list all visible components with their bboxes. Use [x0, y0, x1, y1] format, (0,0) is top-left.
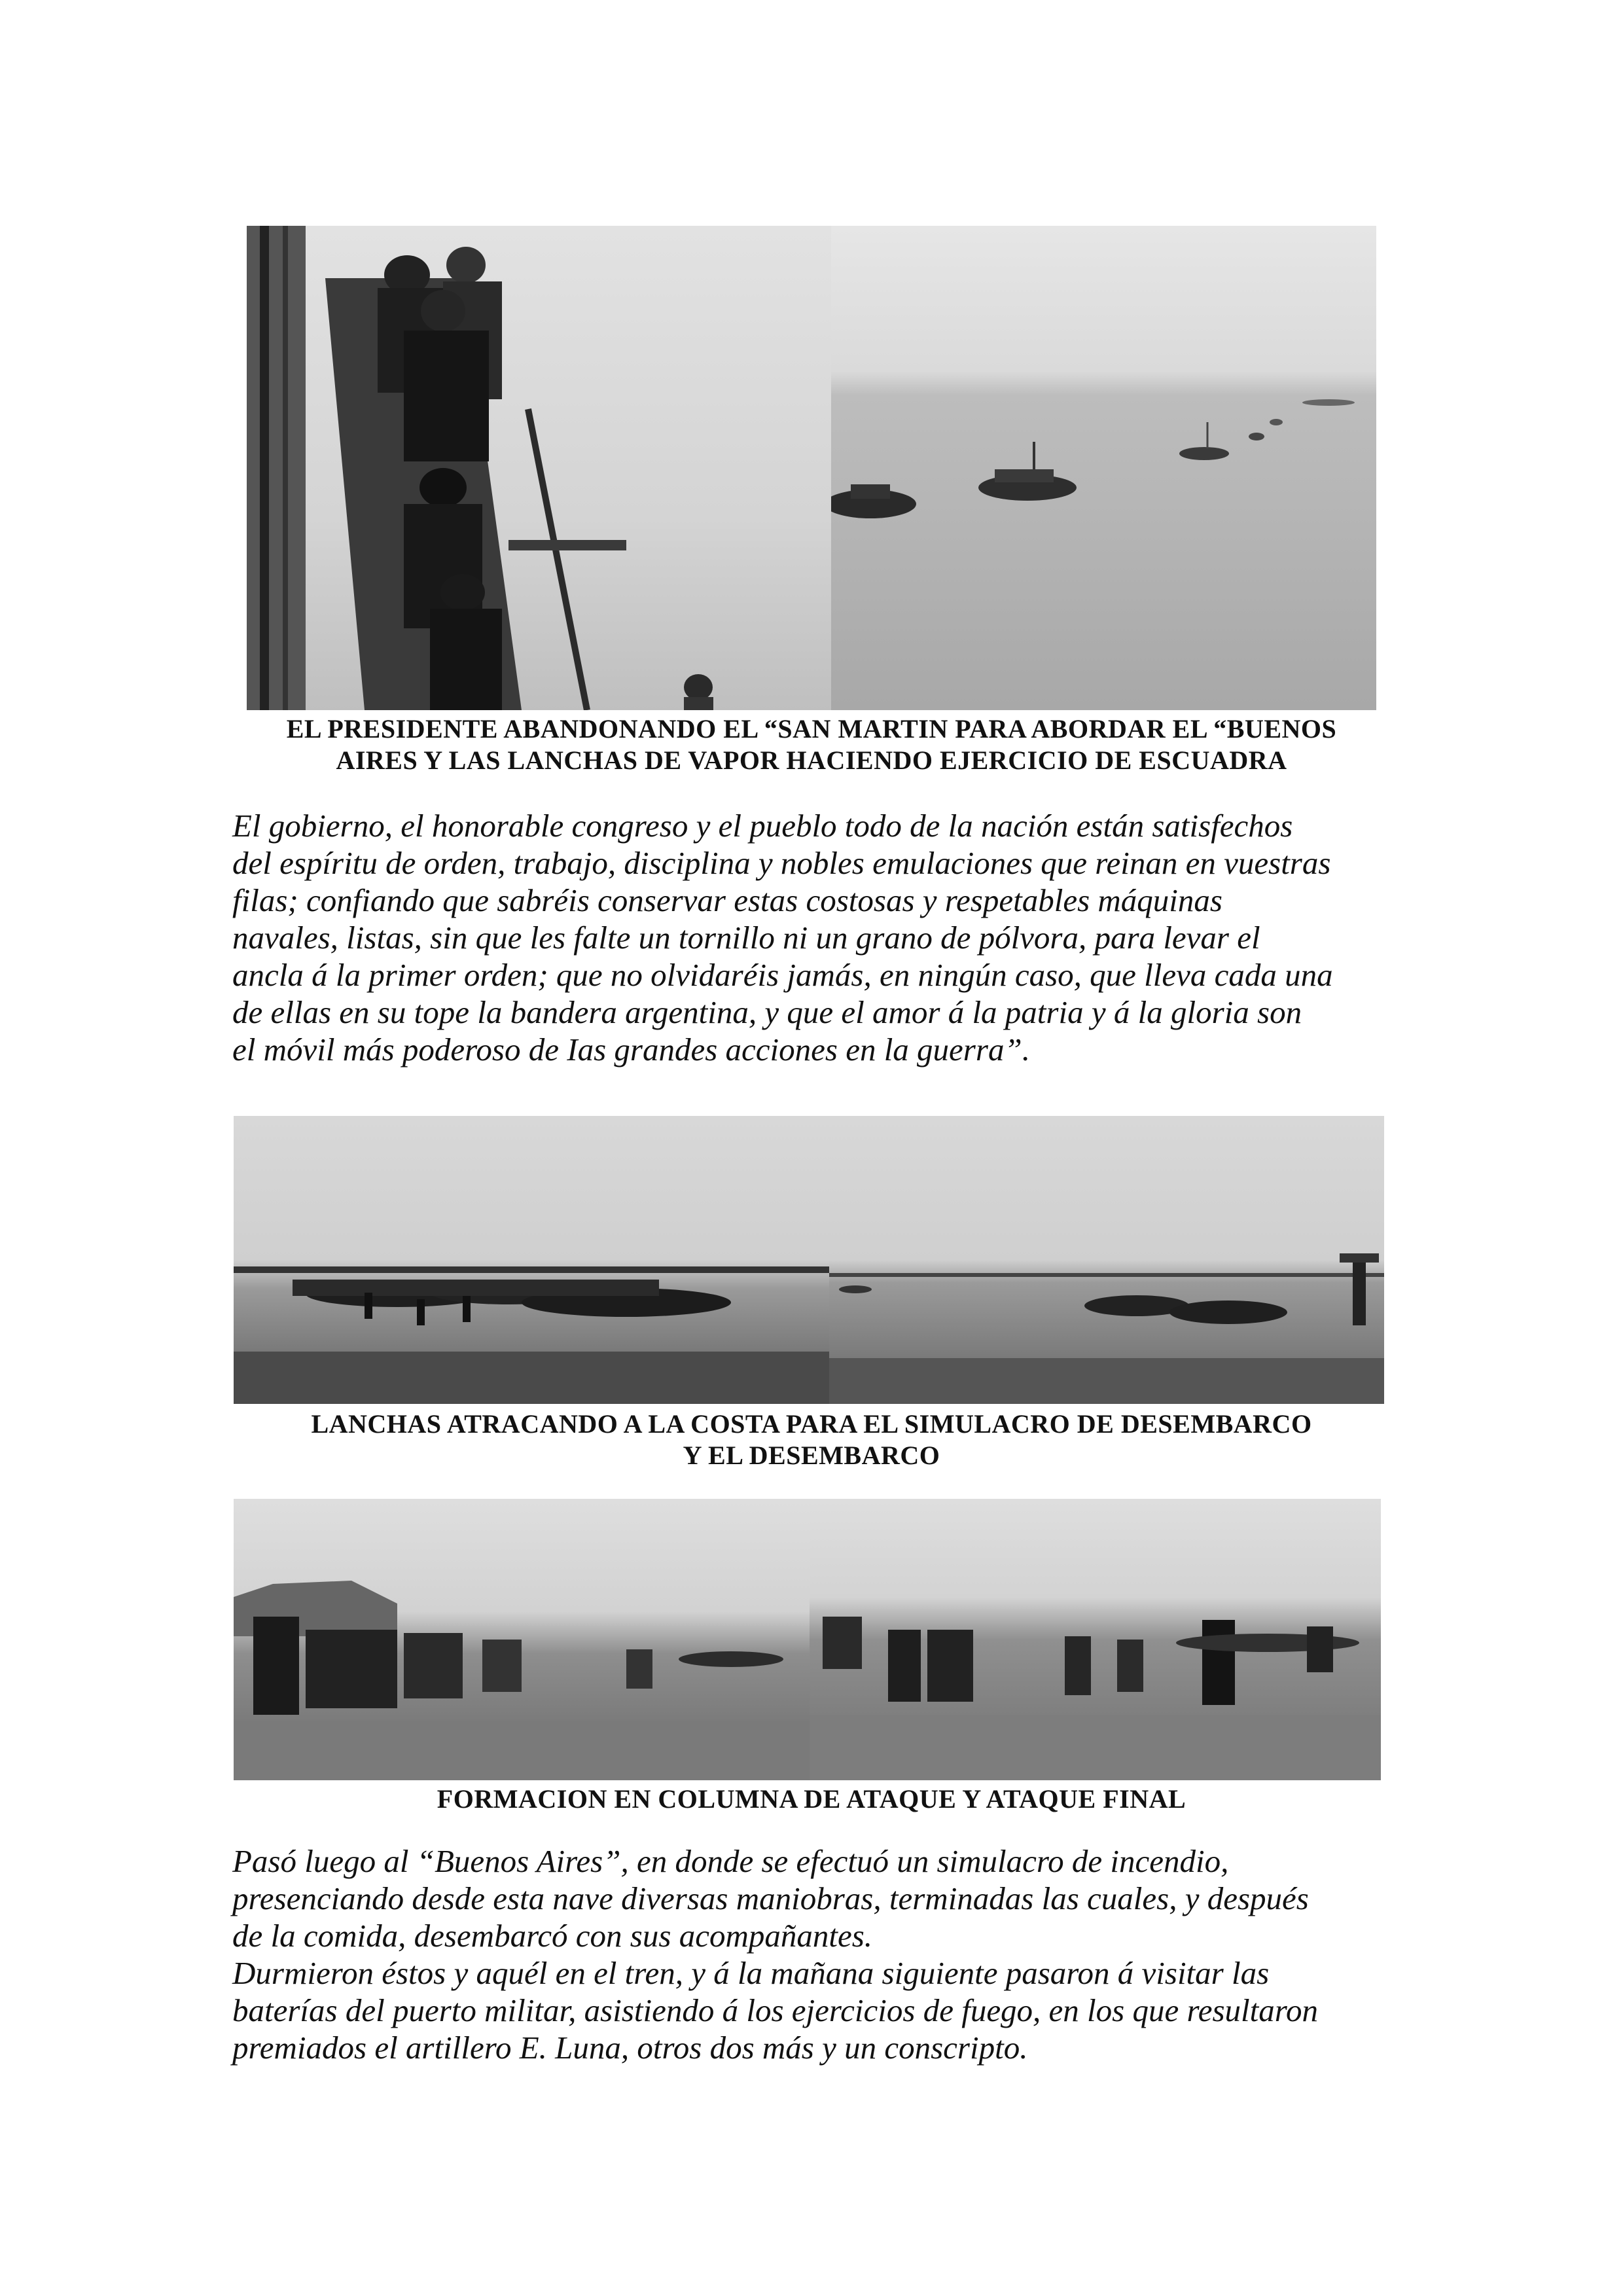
- paragraph-line: Pasó luego al “Buenos Aires”, en donde se efectuó un simulacro de incendio,: [232, 1843, 1229, 1879]
- paragraph-line: premiados el artillero E. Luna, otros dos más y un conscripto.: [232, 2030, 1028, 2066]
- launches-beach-right: [829, 1116, 1384, 1404]
- paragraph-line: de ellas en su tope la bandera argentina, y que el amor á la patria y á la gloria son: [232, 994, 1302, 1030]
- caption-landing: [0, 1408, 1623, 1471]
- photo-steam-launches: [831, 226, 1376, 710]
- president-ship-stairs: [247, 226, 831, 710]
- launches-beach-left: [234, 1116, 829, 1404]
- photo-attack-column-left: [234, 1499, 810, 1780]
- paragraph-line: el móvil más poderoso de Ias grandes acciones en la guerra”.: [232, 1031, 1030, 1067]
- paragraph-line: navales, listas, sin que les falte un tornillo ni un grano de pólvora, para levar el: [232, 920, 1260, 956]
- paragraph-line: ancla á la primer orden; que no olvidaréis jamás, en ningún caso, que lleva cada una: [232, 957, 1333, 993]
- caption-attack: [0, 1784, 1623, 1815]
- caption-line: AIRES Y LAS LANCHAS DE VAPOR HACIENDO EJERCICIO DE ESCUADRA: [336, 745, 1287, 775]
- paragraph-line: de la comida, desembarcó con sus acompañantes.: [232, 1918, 873, 1954]
- photo-final-attack-right: [810, 1499, 1381, 1780]
- paragraph-line: Durmieron éstos y aquél en el tren, y á la mañana siguiente pasaron á visitar las: [232, 1955, 1270, 1991]
- caption-line: FORMACION EN COLUMNA DE ATAQUE Y ATAQUE FINAL: [437, 1784, 1186, 1814]
- caption-line: LANCHAS ATRACANDO A LA COSTA PARA EL SIMULACRO DE DESEMBARCO: [311, 1409, 1312, 1439]
- paragraph-line: filas; confiando que sabréis conservar estas costosas y respetables máquinas: [232, 882, 1222, 918]
- paragraph-line: El gobierno, el honorable congreso y el pueblo todo de la nación están satisfechos: [232, 808, 1293, 844]
- paragraph-speech: [232, 807, 1410, 1068]
- caption-line: Y EL DESEMBARCO: [683, 1441, 940, 1470]
- photo-president-descending: [247, 226, 831, 710]
- final-attack: [810, 1499, 1381, 1780]
- launches-at-sea: [831, 226, 1376, 710]
- paragraph-line: presenciando desde esta nave diversas maniobras, terminadas las cuales, y después: [232, 1880, 1309, 1916]
- attack-column: [234, 1499, 810, 1780]
- paragraph-narrative: [232, 1842, 1410, 2066]
- caption-line: EL PRESIDENTE ABANDONANDO EL “SAN MARTIN PARA ABORDAR EL “BUENOS: [286, 714, 1337, 744]
- caption-president-launches: [0, 713, 1623, 776]
- photo-launches-landing-left: [234, 1116, 829, 1404]
- paragraph-line: baterías del puerto militar, asistiendo á los ejercicios de fuego, en los que resultaron: [232, 1992, 1319, 2028]
- paragraph-line: del espíritu de orden, trabajo, disciplina y nobles emulaciones que reinan en vuestras: [232, 845, 1331, 881]
- photo-launches-landing-right: [829, 1116, 1384, 1404]
